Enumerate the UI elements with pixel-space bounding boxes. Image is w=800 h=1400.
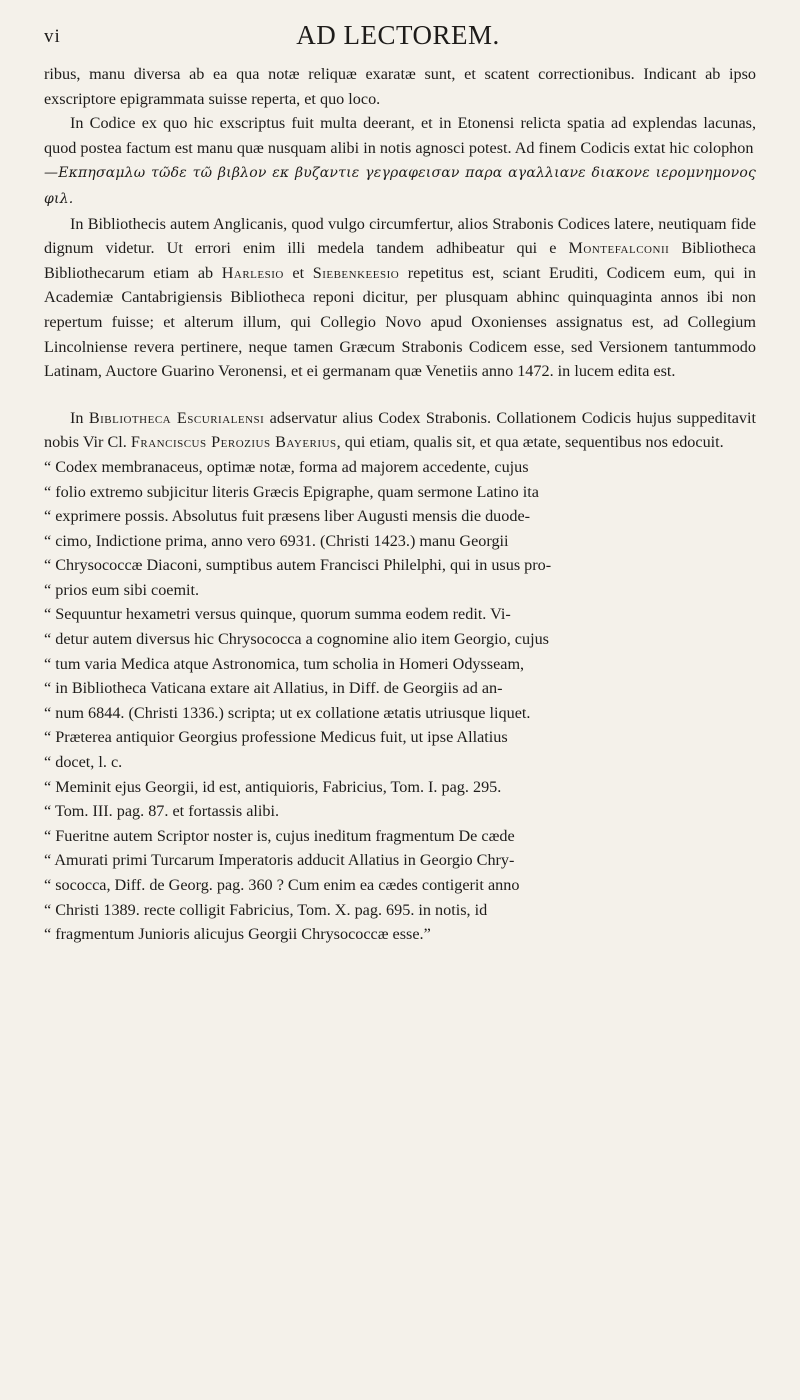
paragraph-1: ribus, manu diversa ab ea qua notæ reliquæ exaratæ sunt, et scatent correctionibus. Indicant ab ipso exscriptore epigrammata suisse reperta, et quo loco. [44, 65, 756, 108]
quotation-line: “ Sequuntur hexametri versus quinque, quorum summa eodem redit. Vi- [44, 605, 511, 624]
quotation-line: “ fragmentum Junioris alicujus Georgii Chrysococcæ esse.” [44, 925, 431, 944]
paragraph-4-text-b: adservatur alius Codex Strabonis. Collationem Codicis hujus suppeditavit nobis Vir Cl. [44, 408, 756, 452]
paragraph-3-text-c: et [283, 263, 313, 282]
name-siebenkees: Siebenkeesio [312, 263, 400, 282]
page-body [44, 62, 756, 947]
quotation-block [44, 455, 756, 947]
quotation-line: “ Præterea antiquior Georgius professione Medicus fuit, ut ipse Allatius [44, 728, 508, 747]
paragraph-2-text: In Codice ex quo hic exscriptus fuit multa deerant, et in Etonensi relicta spatia ad explendas lacunas, quod postea factum est manu quæ nusquam alibi in notis agnosci potest. Ad finem Codicis extat hic colophon [44, 114, 756, 157]
page-header [44, 12, 752, 52]
quotation-line: “ sococca, Diff. de Georg. pag. 360 ? Cum enim ea cædes contigerit anno [44, 876, 520, 894]
paragraph-4-text-a: In [70, 408, 89, 427]
greek-colophon-text: —Εκπησαμλω τῶδε τῶ βιβλον εκ βυζαντιε γεγραφεισαν παρα αγαλλιανε διακονε ιερομνημονος φιλ. [44, 165, 756, 207]
name-harles: Harlesio [221, 263, 284, 282]
paragraph-3-text-b: Bibliotheca Bibliothecarum etiam ab [44, 239, 756, 282]
quotation-line: “ Christi 1389. recte colligit Fabricius, Tom. X. pag. 695. in notis, id [44, 900, 488, 919]
quotation-line: “ tum varia Medica atque Astronomica, tum scholia in Homeri Odysseam, [44, 654, 525, 673]
paragraph-4-text-c: , qui etiam, qualis sit, et qua ætate, sequentibus nos edocuit. [336, 433, 724, 452]
quotation-line: “ Codex membranaceus, optimæ notæ, forma ad majorem accedente, cujus [44, 457, 529, 476]
running-title: AD LECTOREM. [296, 20, 500, 50]
name-bayer: Franciscus Perozius Bayerius [130, 433, 337, 452]
paragraph-3-text-a: In Bibliothecis autem Anglicanis, quod vulgo circumfertur, alios Strabonis Codices latere, neutiquam fide dignum videtur. Ut errori enim illi medela tandem adhibeatur qui e [44, 214, 756, 258]
paragraph-gap [44, 384, 756, 406]
quotation-line: “ in Bibliotheca Vaticana extare ait Allatius, in Diff. de Georgiis ad an- [44, 679, 503, 698]
quotation-line: “ Tom. III. pag. 87. et fortassis alibi. [44, 802, 280, 821]
quotation-line: “ prios eum sibi coemit. [44, 580, 200, 599]
library-name: Bibliotheca Escurialensi [88, 408, 265, 427]
quotation-line: “ Amurati primi Turcarum Imperatoris adducit Allatius in Georgio Chry- [44, 851, 515, 870]
paragraph-3 [44, 212, 756, 384]
paragraph-2 [44, 111, 756, 160]
quotation-line: “ Chrysococcæ Diaconi, sumptibus autem Francisci Philelphi, qui in usus pro- [44, 556, 552, 575]
page-number: vi [44, 26, 61, 47]
paragraph-3-text-d: repetitus est, sciant Eruditi, Codicem eum, qui in Academiæ Cantabrigiensis Bibliotheca reponi dicitur, per plusquam abhinc quinquaginta annos ibi non repertum fuisse; et alterum illum, qui Collegio Novo apud Oxonienses assignatus est, ad Collegium Lincolniense revera pertinere, neque tamen Græcum Strabonis Codicem esse, sed Versionem tantummodo Latinam, Auctore Guarino Veronensi, et ei germanam quæ Venetiis anno 1472. in lucem edita est. [44, 263, 757, 381]
quotation-line: “ Fueritne autem Scriptor noster is, cujus ineditum fragmentum De cæde [44, 826, 515, 845]
quotation-line: “ Meminit ejus Georgii, id est, antiquioris, Fabricius, Tom. I. pag. 295. [44, 777, 502, 796]
greek-colophon [44, 160, 756, 211]
quotation-line: “ folio extremo subjicitur literis Græcis Epigraphe, quam sermone Latino ita [44, 482, 539, 501]
quotation-line: “ num 6844. (Christi 1336.) scripta; ut ex collatione ætatis utriusque liquet. [44, 703, 531, 722]
name-montfaucon: Montefalconii [568, 239, 670, 258]
paragraph-4 [44, 406, 756, 455]
quotation-line: “ exprimere possis. Absolutus fuit præsens liber Augusti mensis die duode- [44, 507, 531, 526]
quotation-line: “ detur autem diversus hic Chrysococca a cognomine alio item Georgio, cujus [44, 630, 549, 649]
quotation-line: “ cimo, Indictione prima, anno vero 6931. (Christi 1423.) manu Georgii [44, 531, 509, 550]
quotation-line: “ docet, l. c. [44, 753, 123, 772]
